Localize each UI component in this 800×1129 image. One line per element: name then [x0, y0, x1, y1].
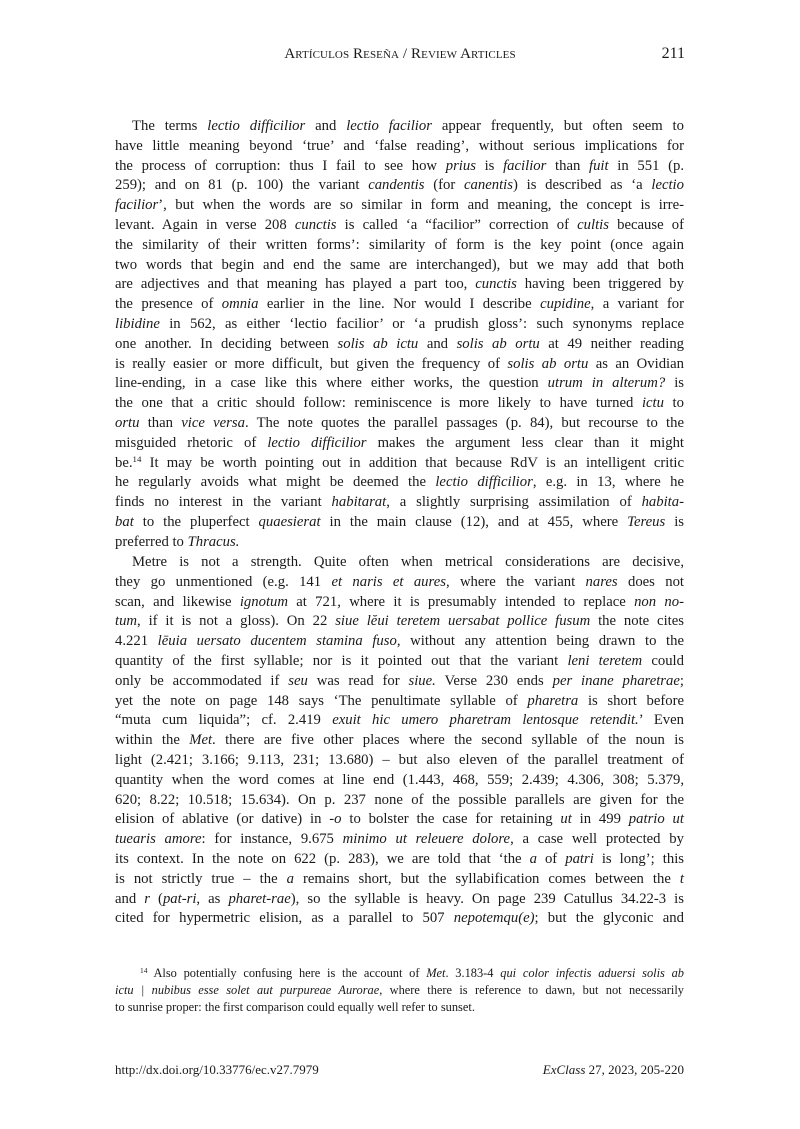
italic-text: et naris et aures	[331, 573, 446, 590]
italic-text: t	[679, 870, 684, 887]
italic-text: cultis	[577, 216, 609, 233]
italic-text: pharetra	[527, 692, 579, 709]
text-run: to sunrise proper: the first comparison could equally well refer to sunset.	[115, 1000, 475, 1014]
text-run: and	[305, 118, 347, 134]
text-run: , as	[196, 890, 229, 907]
volume-year-pages: 27, 2023, 205-220	[585, 1062, 684, 1077]
text-run: is	[475, 157, 504, 174]
text-run: to the pluperfect	[133, 513, 259, 530]
text-run: , where there is reference to dawn, but not necessarily	[379, 983, 684, 997]
text-run: yet the note on page 148 says ‘The penultimate syllable of	[115, 692, 528, 709]
text-run: is not strictly true – the	[115, 870, 287, 887]
text-line	[115, 157, 684, 177]
italic-text: solis ab ictu	[337, 335, 419, 352]
text-run: The terms	[132, 118, 208, 134]
italic-text: habita-	[641, 494, 684, 511]
italic-text: Met	[426, 966, 446, 980]
text-run: ; but the glyconic and	[534, 910, 684, 927]
doi-link[interactable]: http://dx.doi.org/10.33776/ec.v27.7979	[115, 1062, 319, 1077]
text-line	[115, 335, 684, 355]
text-run: . there are five other places where the second syllable of the noun is	[212, 732, 684, 749]
text-run: is long’; this	[593, 850, 684, 867]
body-paragraph-1	[115, 117, 684, 553]
text-run: elision of ablative (or dative) in	[115, 811, 330, 828]
text-run: is really easier or more difficult, but given the frequency of	[115, 355, 508, 372]
text-run: line-ending, in a case like this where either works, the question	[115, 375, 548, 392]
text-run: , where the variant	[445, 573, 586, 590]
text-run: quantity of the first syllable; nor is it pointed out that the variant	[115, 652, 568, 669]
text-run: , a slightly surprising assimilation of	[386, 494, 642, 511]
text-line	[115, 870, 684, 890]
text-run: be.	[115, 454, 133, 471]
text-line	[115, 593, 684, 613]
text-run: Also potentially confusing here is the account of	[147, 966, 427, 980]
text-run: (for	[424, 177, 465, 194]
text-line	[115, 711, 684, 731]
italic-text: omnia	[221, 296, 259, 313]
text-run: ) is described as ‘a	[512, 177, 652, 194]
text-run: earlier in the line. Nor would I describe	[258, 296, 541, 313]
text-line	[115, 533, 684, 553]
text-run: two words that begin and end the same are interchanged), but we may add that both	[115, 256, 684, 273]
italic-text: fuit	[589, 157, 609, 174]
italic-text: bat	[115, 513, 134, 530]
italic-text: utrum in alterum?	[547, 375, 666, 392]
text-run: could	[642, 652, 684, 669]
italic-text: canentis	[464, 177, 513, 194]
text-line	[115, 137, 684, 157]
text-run: within the	[115, 732, 190, 749]
text-line	[115, 652, 684, 672]
text-run: : for instance, 9.675	[201, 831, 343, 848]
italic-text: seu	[288, 672, 308, 689]
text-run: at 721, where it is presumably intended to replace	[287, 593, 635, 610]
text-line	[115, 751, 684, 771]
journal-citation	[543, 1062, 684, 1078]
text-line	[115, 216, 684, 236]
text-line	[115, 982, 684, 999]
text-line	[115, 999, 684, 1016]
italic-text: non no-	[634, 593, 684, 610]
italic-text: tuearis amore	[115, 831, 202, 848]
text-run: the note cites	[590, 613, 684, 630]
italic-text: siue lĕui teretem uersabat pollice fusum	[335, 613, 591, 630]
italic-text: Thracus.	[187, 533, 240, 550]
italic-text: solis ab ortu	[456, 335, 540, 352]
text-line	[115, 493, 684, 513]
text-run: is	[665, 375, 685, 392]
text-line	[115, 236, 684, 256]
text-line	[115, 117, 684, 137]
text-line	[115, 315, 684, 335]
italic-text: ictu	[641, 395, 664, 412]
text-line	[115, 454, 684, 474]
italic-text: facilior	[115, 197, 159, 214]
text-run: only be accommodated if	[115, 672, 289, 689]
text-line	[115, 275, 684, 295]
italic-text: nares	[585, 573, 618, 590]
italic-text: habitarat	[331, 494, 387, 511]
text-run: at 49 neither reading	[539, 335, 685, 352]
italic-text: r	[144, 890, 150, 907]
text-run: , e.g. in 13, where he	[532, 474, 684, 491]
text-run: appear frequently, but often seem to	[431, 118, 684, 134]
text-run: the presence of	[115, 296, 222, 313]
text-run: is	[665, 513, 684, 530]
text-run: than	[546, 157, 589, 174]
text-line	[115, 692, 684, 712]
text-line	[115, 414, 684, 434]
text-run: and	[418, 335, 457, 352]
text-line	[115, 513, 684, 533]
text-run: he regularly avoids what might be deemed the	[115, 474, 436, 491]
text-run: finds no interest in the variant	[115, 494, 332, 511]
text-line	[115, 890, 684, 910]
text-line	[115, 672, 684, 692]
text-run: , a case well protected by	[510, 831, 684, 848]
text-run: its context. In the note on 622 (p. 283), we are told that ‘the	[115, 850, 530, 867]
text-run: in 499	[571, 811, 629, 828]
text-line	[115, 731, 684, 751]
running-head: Artículos Reseña / Review Articles	[284, 46, 516, 62]
text-line	[115, 573, 684, 593]
italic-text: qui color infectis aduersi solis ab	[500, 966, 684, 980]
text-line	[115, 909, 684, 929]
text-run: and	[115, 890, 145, 907]
text-run: “muta cum liquida”; cf. 2.419	[115, 712, 333, 729]
journal-name: ExClass	[542, 1062, 586, 1077]
text-run: scan, and likewise	[115, 593, 240, 610]
text-line	[115, 295, 684, 315]
text-run: the process of corruption: thus I fail to see how	[115, 157, 446, 174]
text-line	[115, 394, 684, 414]
text-run: quantity when the word comes at line end (1.443, 468, 559; 2.439; 4.306, 308; 5.379,	[115, 771, 684, 788]
text-run: 4.221	[115, 633, 158, 650]
text-run: 620; 8.22; 10.518; 15.634). On p. 237 none of the possible parallels are given for the	[115, 791, 684, 808]
italic-text: ictu | nubibus esse solet aut purpureae Aurorae	[115, 983, 380, 997]
text-line	[115, 473, 684, 493]
italic-text: ortu	[115, 414, 140, 431]
italic-text: prius	[445, 157, 476, 174]
italic-text: quaesierat	[258, 513, 321, 530]
text-line	[115, 965, 684, 982]
text-run: to bolster the case for retaining	[341, 811, 561, 828]
italic-text: minimo ut releuere dolore	[342, 831, 511, 848]
italic-text: cunctis	[294, 216, 337, 233]
italic-text: lectio facilior	[346, 118, 432, 134]
text-run: ’, but when the words are so similar in form and meaning, the concept is irre-	[158, 197, 684, 214]
text-run: the similarity of their written forms’: similarity of form is the key point (once again	[115, 236, 684, 253]
italic-text: lectio difficilior	[267, 434, 367, 451]
text-line	[115, 830, 684, 850]
text-run: preferred to	[115, 533, 188, 550]
text-run: because of	[608, 216, 685, 233]
text-run: (	[150, 890, 163, 907]
text-run: cited for hypermetric elision, as a parallel to 507	[115, 910, 454, 927]
text-line	[115, 256, 684, 276]
text-run: ’ Even	[638, 712, 684, 729]
text-run: misguided rhetoric of	[115, 434, 268, 451]
italic-text: ignotum	[239, 593, 288, 610]
text-run: to	[663, 395, 684, 412]
text-run: , if it is not a gloss). On 22	[137, 613, 336, 630]
text-run: It may be worth pointing out in addition that because RdV is an intelligent critic	[141, 454, 684, 471]
italic-text: patrio ut	[628, 811, 684, 828]
text-run: remains short, but the syllabification comes between the	[293, 870, 680, 887]
text-run: in 562, as either ‘lectio facilior’ or ‘a prudish gloss’: such synonyms replace	[159, 315, 684, 332]
text-run: they go unmentioned (e.g. 141	[115, 573, 332, 590]
italic-text: facilior	[503, 157, 547, 174]
italic-text: -o	[329, 811, 342, 828]
text-run: as an Ovidian	[588, 355, 685, 372]
text-run: than	[139, 414, 182, 431]
text-run: . 3.183-4	[445, 966, 501, 980]
italic-text: lectio difficilior	[207, 118, 306, 134]
body-paragraph-2	[115, 553, 684, 929]
page-number: 211	[661, 45, 685, 62]
italic-text: vice versa	[181, 414, 245, 431]
text-run: one another. In deciding between	[115, 335, 338, 352]
text-line	[115, 810, 684, 830]
italic-text: lēuia uersato ducentem stamina fuso	[157, 633, 397, 650]
italic-text: siue.	[408, 672, 436, 689]
italic-text: cunctis	[475, 276, 517, 293]
text-run: Verse 230 ends	[435, 672, 553, 689]
text-run: makes the argument less clear than it might	[366, 434, 684, 451]
italic-text: a	[286, 870, 294, 887]
italic-text: lectio difficilior	[435, 474, 533, 491]
text-run: ), so the syllable is heavy. On page 239 Catullus 34.22-3 is	[290, 890, 684, 907]
text-run: was read for	[307, 672, 409, 689]
italic-text: libidine	[115, 315, 160, 332]
italic-text: Tereus	[627, 513, 666, 530]
italic-text: pat-ri	[162, 890, 197, 907]
italic-text: patri	[565, 850, 594, 867]
italic-text: solis ab ortu	[507, 355, 589, 372]
text-run: having been triggered by	[516, 276, 684, 293]
italic-text: Met	[189, 732, 213, 749]
footnote-marker: 14	[132, 453, 142, 464]
italic-text: nepotemqu(e)	[453, 910, 535, 927]
footnote-14	[115, 965, 684, 1016]
text-run: is short before	[578, 692, 684, 709]
italic-text: ut	[560, 811, 572, 828]
italic-text: a	[529, 850, 537, 867]
text-line	[115, 771, 684, 791]
text-line	[115, 176, 684, 196]
text-run: of	[536, 850, 566, 867]
text-run: , without any attention being drawn to the	[396, 633, 684, 650]
italic-text: cupidine	[540, 296, 591, 313]
italic-text: candentis	[368, 177, 425, 194]
page-footer	[115, 1062, 684, 1078]
text-run: , a variant for	[590, 296, 684, 313]
text-run: light (2.421; 3.166; 9.113, 231; 13.680) – but also eleven of the parallel treatment of	[115, 751, 684, 768]
text-run: Metre is not a strength. Quite often when metrical considerations are decisive,	[132, 554, 684, 570]
italic-text: tum	[115, 613, 138, 630]
footnote-marker: 14	[140, 965, 148, 975]
text-line	[115, 791, 684, 811]
italic-text: leni teretem	[567, 652, 643, 669]
text-run: in 551 (p.	[608, 157, 684, 174]
text-run: levant. Again in verse 208	[115, 216, 295, 233]
text-line	[115, 632, 684, 652]
italic-text: pharet-rae	[228, 890, 291, 907]
text-line	[115, 850, 684, 870]
text-line	[115, 434, 684, 454]
text-run: in the main clause (12), and at 455, where	[320, 513, 628, 530]
text-line	[115, 553, 684, 573]
italic-text: exuit hic umero pharetram lentosque retendit.	[332, 712, 639, 729]
text-run: the one that a critic should follow: reminiscence is more likely to have turned	[115, 395, 642, 412]
italic-text: lectio	[651, 177, 684, 194]
text-run: 259); and on 81 (p. 100) the variant	[115, 177, 369, 194]
text-run: . The note quotes the parallel passages (p. 84), but recourse to the	[244, 414, 685, 431]
text-line	[115, 355, 684, 375]
text-line	[115, 374, 684, 394]
italic-text: per inane pharetrae	[552, 672, 680, 689]
text-run: is called ‘a “facilior” correction of	[336, 216, 578, 233]
text-run: does not	[617, 573, 684, 590]
text-run: ;	[679, 672, 684, 689]
text-line	[115, 612, 684, 632]
text-line	[115, 196, 684, 216]
text-run: are adjectives and that meaning has played a part too,	[115, 276, 476, 293]
text-run: have little meaning beyond ‘true’ and ‘false reading’, without serious implications for	[115, 137, 684, 154]
